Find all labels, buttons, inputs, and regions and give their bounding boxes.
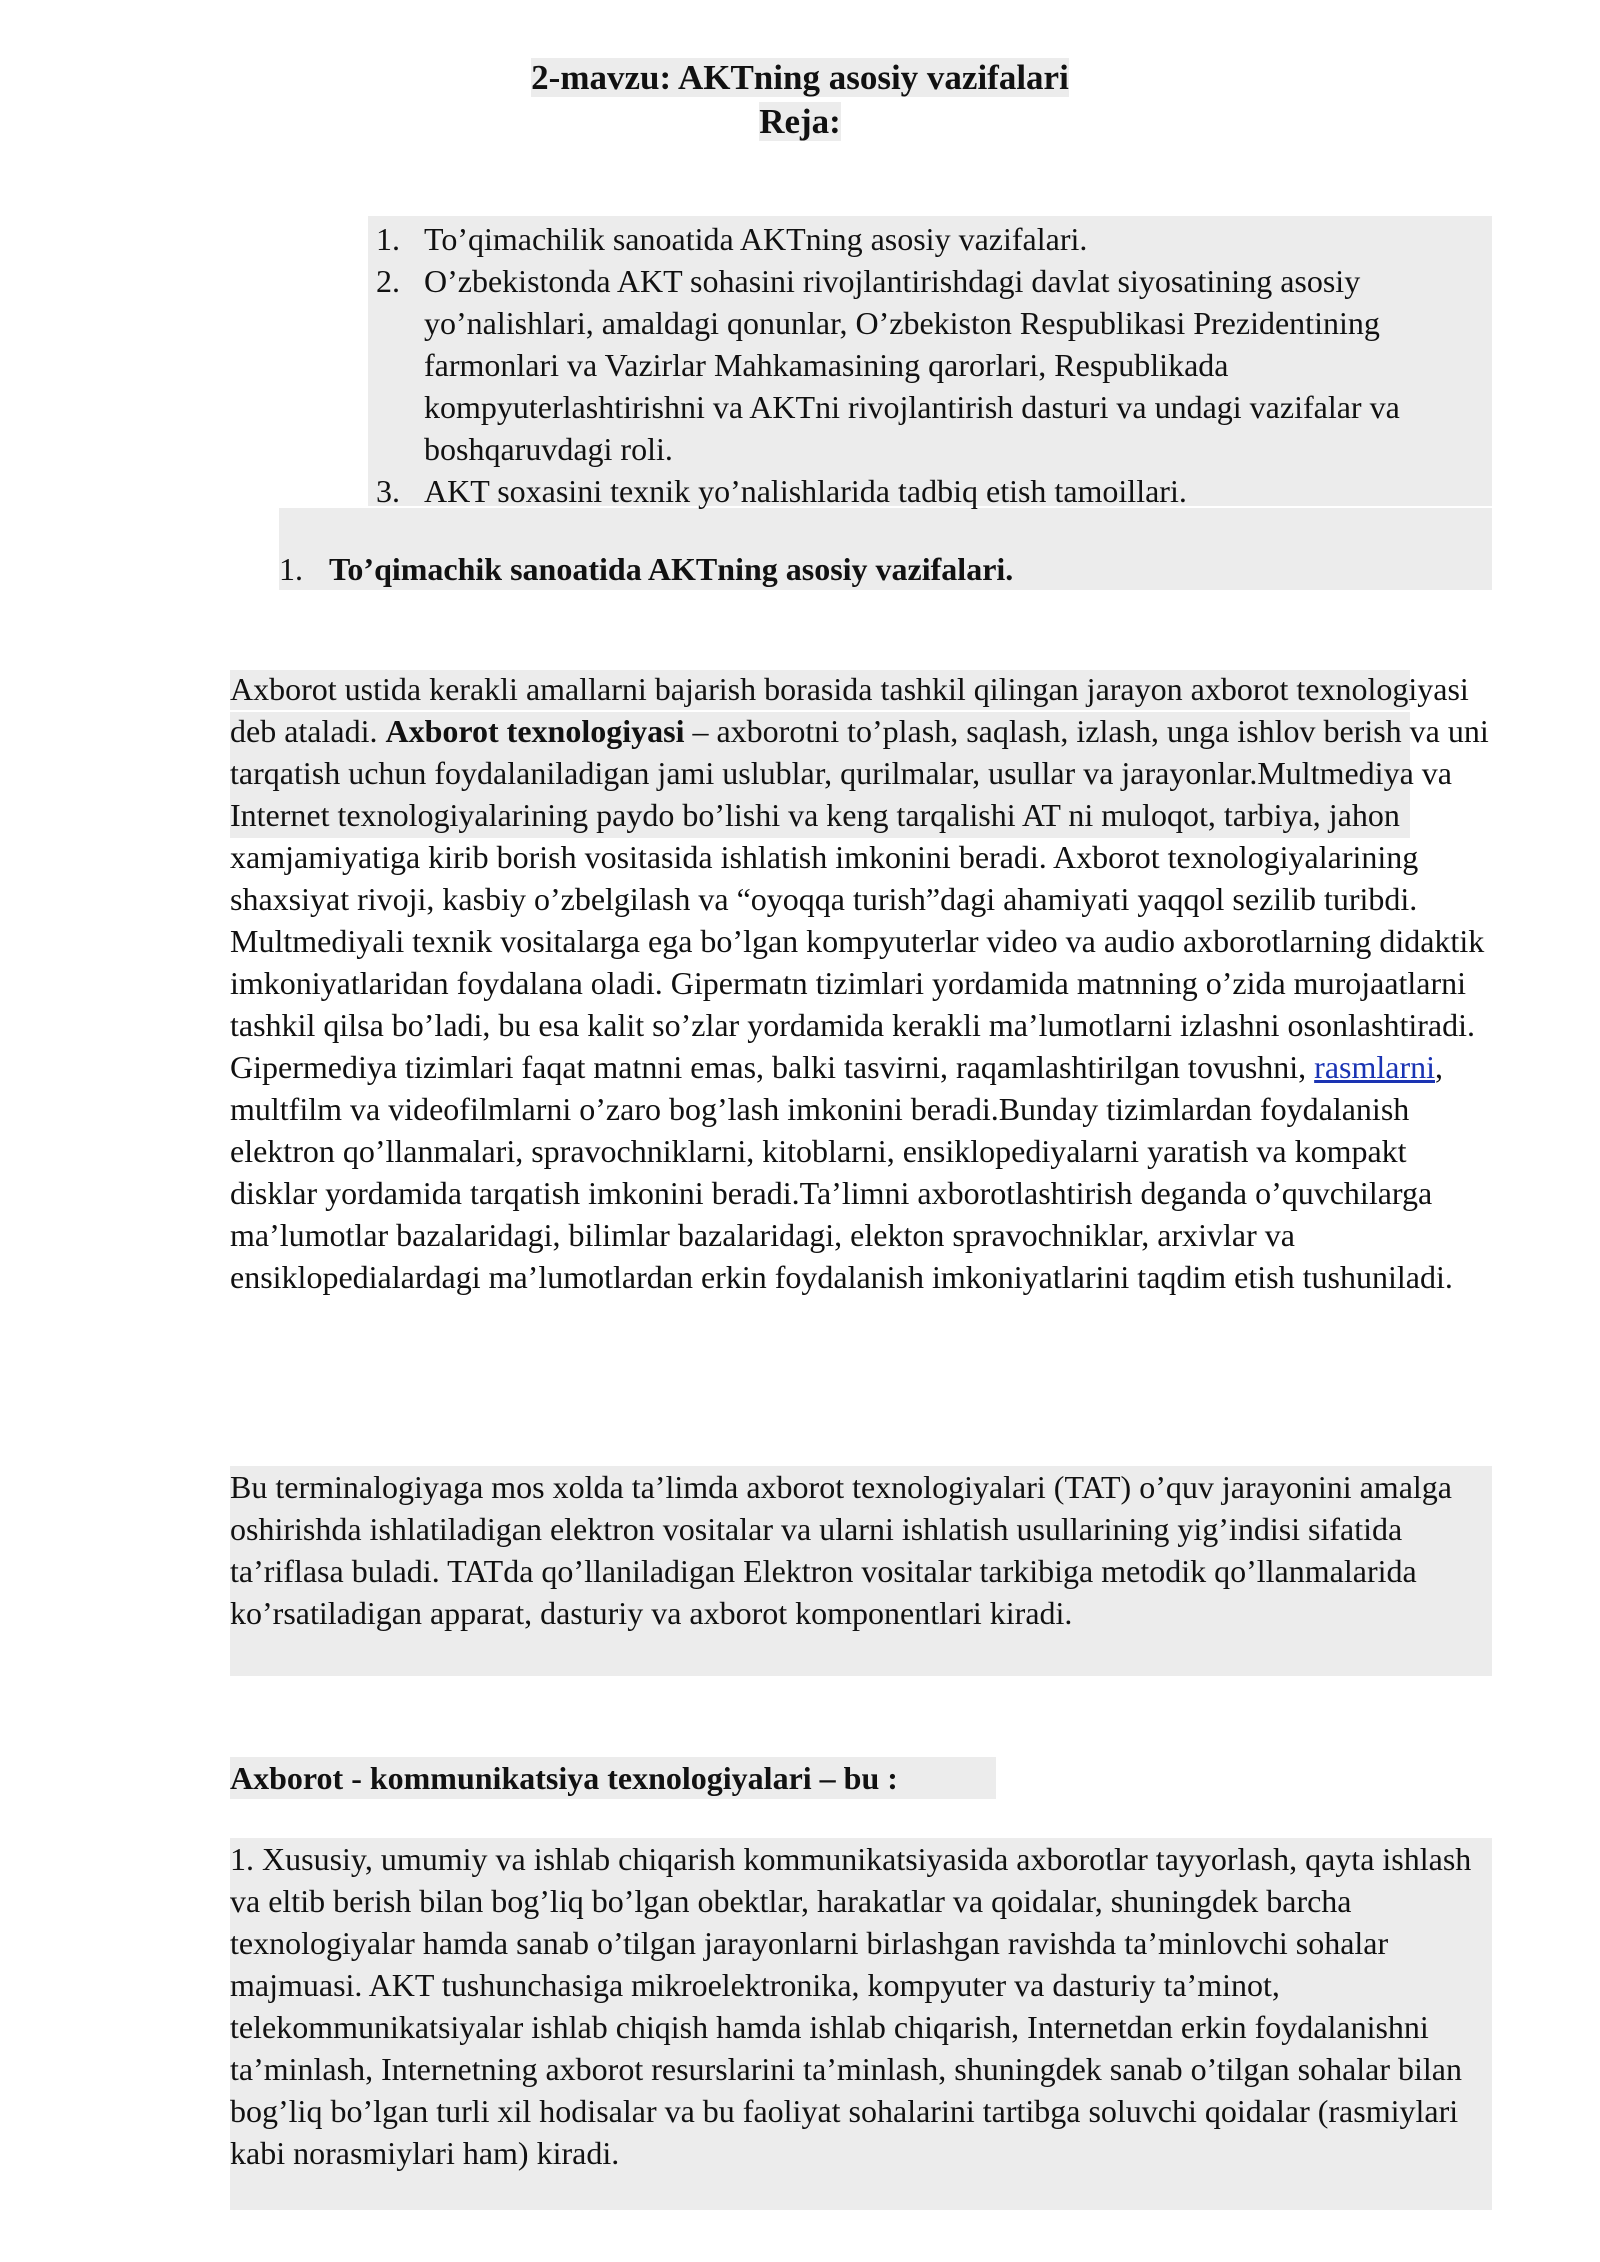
plan-item [372,218,1492,260]
subheading: Axborot - kommunikatsiya texnologiyalari – bu : [230,1760,898,1796]
plan-item [372,470,1492,512]
rasmlarni-link[interactable]: rasmlarni [1314,1049,1435,1085]
plan-item [372,260,1492,470]
plan-item-number: 3. [376,473,400,509]
section-number: 1. [279,551,303,587]
plan-list [372,218,1492,512]
paragraph-text: , multfilm va videofilmlarni o’zaro bog’lash imkonini beradi.Bunday tizimlardan foydalanish elektron qo’llanmalari, spravochniklarni, kitoblarni, ensiklopediyalarni yaratish va kompakt disklar yordamida tarqatish imkonini beradi.Ta’limni axborotlashtirish deganda o’quvchilarga ma’lumotlar bazalaridagi, bilimlar bazalaridagi, elekton spravochniklar, arxivlar va ensiklopedialardagi ma’lumotlardan erkin foydalanish imkoniyatlarini taqdim etish tushuniladi. [230,1049,1453,1295]
plan-item-number: 1. [376,221,400,257]
document-title [0,56,1600,100]
plan-item-text: AKT soxasini texnik yo’nalishlarida tadbiq etish tamoillari. [424,473,1187,509]
bold-term: Axborot texnologiyasi [385,713,685,749]
body-paragraph [230,668,1500,1298]
plan-item-number: 2. [376,263,400,299]
section-heading [279,548,1013,590]
body-paragraph: Bu terminalogiyaga mos xolda ta’limda axborot texnologiyalari (TAT) o’quv jarayonini amalga oshirishda ishlatiladigan elektron vositalar va ularni ishlatish usullarining yig’indisi sifatida ta’riflasa buladi. TATda qo’llaniladigan Elektron vositalar tarkibiga metodik qo’llanmalarida ko’rsatiladigan apparat, dasturiy va axborot komponentlari kiradi. [230,1469,1452,1631]
paragraph-text: Axborot ustida kerakli amallarni bajarish borasida tashkil qilingan jarayon axborot texnologiyasi deb ataladi. [230,671,1469,749]
body-paragraph: 1. Xususiy, umumiy va ishlab chiqarish kommunikatsiyasida axborotlar tayyorlash, qayta ishlash va eltib berish bilan bog’liq bo’lgan obektlar, harakatlar va qoidalar, shuningdek barcha texnologiyalar hamda sanab o’tilgan jarayonlarni birlashgan ravishda ta’minlovchi sohalar majmuasi. AKT tushunchasiga mikroelektronika, kompyuter va dasturiy ta’minot, telekommunikatsiyalar ishlab chiqish hamda ishlab chiqarish, Internetdan erkin foydalanishni ta’minlash, Internetning axborot resurslarini ta’minlash, shuningdek sanab o’tilgan sohalar bilan bog’liq bo’lgan turli xil hodisalar va bu faoliyat sohalarini tartibga soluvchi qoidalar (rasmiylari kabi norasmiylari ham) kiradi. [230,1841,1472,2171]
plan-title-text: Reja: [759,102,841,141]
section-heading-text: To’qimachik sanoatida AKTning asosiy vazifalari. [329,551,1014,587]
plan-item-text: O’zbekistonda AKT sohasini rivojlantirishdagi davlat siyosatining asosiy yo’nalishlari, amaldagi qonunlar, O’zbekiston Respublikasi Prezidentining farmonlari va Vazirlar Mahkamasining qarorlari, Respublikada kompyuterlashtirishni va AKTni rivojlantirish dasturi va undagi vazifalar va boshqaruvdagi roli. [424,263,1400,467]
plan-title [0,100,1600,144]
paragraph-text: – axborotni to’plash, saqlash, izlash, unga ishlov berish va uni tarqatish uchun foydalaniladigan jami uslublar, qurilmalar, usullar va jarayonlar.Multmediya va Internet texnologiyalarining paydo bo’lishi va keng tarqalishi AT ni muloqot, tarbiya, jahon xamjamiyatiga kirib borish vositasida ishlatish imkonini beradi. Axborot texnologiyalarining shaxsiyat rivoji, kasbiy o’zbelgilash va “oyoqqa turish”dagi ahamiyati yaqqol sezilib turibdi. Multmediyali texnik vositalarga ega bo’lgan kompyuterlar video va audio axborotlarning didaktik imkoniyatlaridan foydalana oladi. Gipermatn tizimlari yordamida matnning o’zida murojaatlarni tashkil qilsa bo’ladi, bu esa kalit so’zlar yordamida kerakli ma’lumotlarni izlashni osonlashtiradi. Gipermediya tizimlari faqat matnni emas, balki tasvirni, raqamlashtirilgan tovushni, [230,713,1489,1085]
plan-item-text: To’qimachilik sanoatida AKTning asosiy vazifalari. [424,221,1088,257]
document-title-text: 2-mavzu: AKTning asosiy vazifalari [531,58,1069,97]
